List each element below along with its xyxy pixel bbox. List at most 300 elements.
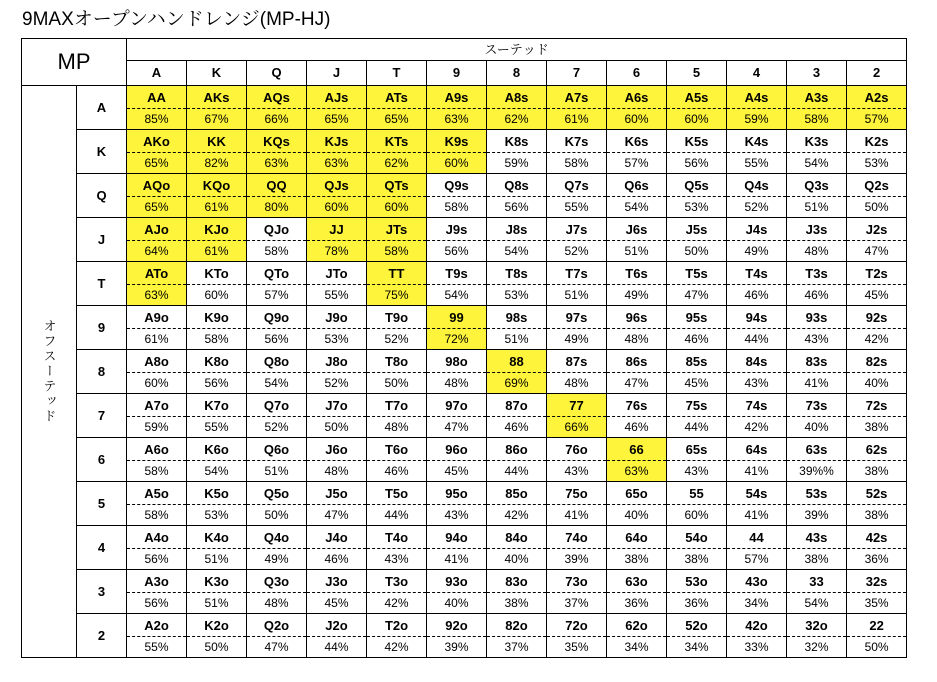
hand-label: K4s — [727, 131, 786, 153]
hand-cell — [787, 526, 847, 570]
hand-label: T3o — [367, 571, 426, 593]
equity-percentage: 34% — [684, 639, 709, 654]
equity-percentage: 65% — [144, 199, 169, 214]
equity-percentage: 50% — [864, 639, 889, 654]
hand-cell — [727, 526, 787, 570]
hand-cell — [787, 482, 847, 526]
hand-cell — [667, 570, 727, 614]
hand-cell — [667, 218, 727, 262]
hand-label: KQo — [187, 175, 246, 197]
equity-percentage: 48% — [324, 463, 349, 478]
hand-cell — [727, 218, 787, 262]
hand-label: 84o — [487, 527, 546, 549]
equity-percentage: 49% — [624, 287, 649, 302]
hand-cell — [307, 130, 367, 174]
hand-label: 53o — [667, 571, 726, 593]
equity-percentage: 38% — [624, 551, 649, 566]
hand-label: Q6s — [607, 175, 666, 197]
hand-label: 92s — [847, 307, 906, 329]
hand-cell — [487, 394, 547, 438]
equity-percentage: 56% — [504, 199, 529, 214]
hand-cell — [787, 174, 847, 218]
hand-label: K7s — [547, 131, 606, 153]
hand-label: A9s — [427, 87, 486, 109]
equity-percentage: 50% — [684, 243, 709, 258]
hand-label: J3o — [307, 571, 366, 593]
hand-label: QJs — [307, 175, 366, 197]
hand-cell — [247, 86, 307, 130]
hand-label: Q3o — [247, 571, 306, 593]
equity-percentage: 43% — [384, 551, 409, 566]
column-header-K: K — [187, 61, 247, 86]
equity-percentage: 53% — [504, 287, 529, 302]
equity-percentage: 56% — [264, 331, 289, 346]
suited-axis-label: スーテッド — [127, 39, 907, 61]
equity-percentage: 42% — [384, 595, 409, 610]
hand-label: JTs — [367, 219, 426, 241]
hand-cell — [847, 350, 907, 394]
column-header-J: J — [307, 61, 367, 86]
hand-cell — [607, 350, 667, 394]
hand-cell — [187, 614, 247, 658]
hand-cell — [607, 394, 667, 438]
hand-cell — [847, 262, 907, 306]
hand-label: 86o — [487, 439, 546, 461]
equity-percentage: 44% — [384, 507, 409, 522]
equity-percentage: 44% — [324, 639, 349, 654]
equity-percentage: 38% — [864, 507, 889, 522]
row-header-K: K — [77, 130, 127, 174]
hand-label: A2o — [127, 615, 186, 637]
row-header-Q: Q — [77, 174, 127, 218]
hand-label: 93o — [427, 571, 486, 593]
hand-label: ATo — [127, 263, 186, 285]
equity-percentage: 54% — [624, 199, 649, 214]
equity-percentage: 63% — [624, 463, 649, 478]
equity-percentage: 59% — [144, 419, 169, 434]
hand-label: 52s — [847, 483, 906, 505]
equity-percentage: 82% — [204, 155, 229, 170]
hand-label: 64o — [607, 527, 666, 549]
hand-label: 86s — [607, 351, 666, 373]
equity-percentage: 35% — [564, 639, 589, 654]
hand-label: 98s — [487, 307, 546, 329]
equity-percentage: 39%% — [799, 463, 834, 478]
equity-percentage: 60% — [384, 199, 409, 214]
equity-percentage: 65% — [384, 111, 409, 126]
hand-cell — [427, 526, 487, 570]
hand-cell — [427, 262, 487, 306]
column-header-5: 5 — [667, 61, 727, 86]
hand-label: A4s — [727, 87, 786, 109]
hand-label: 88 — [487, 351, 546, 373]
equity-percentage: 37% — [564, 595, 589, 610]
row-header-5: 5 — [77, 482, 127, 526]
table-row — [22, 570, 907, 614]
hand-cell — [367, 130, 427, 174]
equity-percentage: 40% — [444, 595, 469, 610]
equity-percentage: 46% — [504, 419, 529, 434]
hand-cell — [727, 306, 787, 350]
hand-label: K8s — [487, 131, 546, 153]
hand-label: A6s — [607, 87, 666, 109]
equity-percentage: 51% — [204, 551, 229, 566]
equity-percentage: 35% — [864, 595, 889, 610]
hand-label: 54s — [727, 483, 786, 505]
hand-label: KTs — [367, 131, 426, 153]
hand-cell — [427, 86, 487, 130]
hand-cell — [187, 262, 247, 306]
hand-cell — [787, 350, 847, 394]
hand-label: Q7o — [247, 395, 306, 417]
hand-label: K3o — [187, 571, 246, 593]
hand-cell — [187, 86, 247, 130]
row-header-4: 4 — [77, 526, 127, 570]
hand-label: QTo — [247, 263, 306, 285]
equity-percentage: 65% — [144, 155, 169, 170]
table-row — [22, 394, 907, 438]
hand-cell — [547, 306, 607, 350]
hand-cell — [127, 218, 187, 262]
hand-label: 73s — [787, 395, 846, 417]
equity-percentage: 57% — [264, 287, 289, 302]
hand-label: 82s — [847, 351, 906, 373]
equity-percentage: 42% — [504, 507, 529, 522]
row-header-6: 6 — [77, 438, 127, 482]
hand-cell — [727, 130, 787, 174]
equity-percentage: 38% — [684, 551, 709, 566]
equity-percentage: 58% — [564, 155, 589, 170]
equity-percentage: 39% — [804, 507, 829, 522]
equity-percentage: 51% — [804, 199, 829, 214]
hand-cell — [427, 130, 487, 174]
column-header-3: 3 — [787, 61, 847, 86]
hand-label: 94o — [427, 527, 486, 549]
hand-cell — [487, 306, 547, 350]
equity-percentage: 50% — [384, 375, 409, 390]
equity-percentage: 36% — [624, 595, 649, 610]
hand-label: 42s — [847, 527, 906, 549]
hand-label: J8s — [487, 219, 546, 241]
equity-percentage: 53% — [204, 507, 229, 522]
hand-cell — [847, 218, 907, 262]
range-grid — [21, 38, 907, 658]
equity-percentage: 33% — [744, 639, 769, 654]
hand-label: 96s — [607, 307, 666, 329]
hand-label: KQs — [247, 131, 306, 153]
equity-percentage: 50% — [264, 507, 289, 522]
hand-label: K5s — [667, 131, 726, 153]
equity-percentage: 36% — [864, 551, 889, 566]
column-header-7: 7 — [547, 61, 607, 86]
hand-cell — [427, 174, 487, 218]
equity-percentage: 48% — [804, 243, 829, 258]
column-header-4: 4 — [727, 61, 787, 86]
hand-cell — [487, 570, 547, 614]
row-header-J: J — [77, 218, 127, 262]
hand-cell — [847, 482, 907, 526]
hand-label: J9s — [427, 219, 486, 241]
hand-cell — [307, 482, 367, 526]
equity-percentage: 51% — [504, 331, 529, 346]
equity-percentage: 43% — [684, 463, 709, 478]
hand-label: KTo — [187, 263, 246, 285]
hand-label: 77 — [547, 395, 606, 417]
hand-cell — [487, 86, 547, 130]
hand-cell — [547, 482, 607, 526]
hand-label: T4s — [727, 263, 786, 285]
hand-label: A3s — [787, 87, 846, 109]
row-header-7: 7 — [77, 394, 127, 438]
hand-label: A3o — [127, 571, 186, 593]
hand-cell — [307, 614, 367, 658]
hand-cell — [367, 482, 427, 526]
table-row — [22, 174, 907, 218]
equity-percentage: 51% — [264, 463, 289, 478]
row-header-T: T — [77, 262, 127, 306]
hand-cell — [847, 306, 907, 350]
equity-percentage: 60% — [204, 287, 229, 302]
equity-percentage: 50% — [324, 419, 349, 434]
equity-percentage: 51% — [564, 287, 589, 302]
equity-percentage: 53% — [324, 331, 349, 346]
hand-cell — [187, 394, 247, 438]
column-header-T: T — [367, 61, 427, 86]
hand-label: 74s — [727, 395, 786, 417]
equity-percentage: 41% — [804, 375, 829, 390]
equity-percentage: 52% — [564, 243, 589, 258]
equity-percentage: 66% — [264, 111, 289, 126]
equity-percentage: 62% — [384, 155, 409, 170]
hand-cell — [127, 394, 187, 438]
hand-cell — [307, 218, 367, 262]
hand-cell — [607, 218, 667, 262]
hand-cell — [667, 174, 727, 218]
equity-percentage: 49% — [564, 331, 589, 346]
equity-percentage: 65% — [324, 111, 349, 126]
hand-label: 87s — [547, 351, 606, 373]
column-header-A: A — [127, 61, 187, 86]
offsuit-axis-label-cell — [22, 86, 77, 658]
hand-cell — [127, 86, 187, 130]
row-header-3: 3 — [77, 570, 127, 614]
hand-label: 62o — [607, 615, 666, 637]
equity-percentage: 49% — [264, 551, 289, 566]
hand-cell — [787, 262, 847, 306]
hand-label: Q9o — [247, 307, 306, 329]
hand-label: AQs — [247, 87, 306, 109]
hand-label: Q5o — [247, 483, 306, 505]
equity-percentage: 52% — [324, 375, 349, 390]
hand-label: 22 — [847, 615, 906, 637]
hand-label: T3s — [787, 263, 846, 285]
hand-cell — [247, 306, 307, 350]
hand-cell — [247, 174, 307, 218]
equity-percentage: 48% — [624, 331, 649, 346]
hand-cell — [127, 262, 187, 306]
equity-percentage: 45% — [684, 375, 709, 390]
equity-percentage: 63% — [444, 111, 469, 126]
equity-percentage: 45% — [864, 287, 889, 302]
hand-cell — [787, 86, 847, 130]
hand-cell — [547, 614, 607, 658]
equity-percentage: 46% — [384, 463, 409, 478]
column-header-Q: Q — [247, 61, 307, 86]
hand-label: QJo — [247, 219, 306, 241]
hand-label: 97o — [427, 395, 486, 417]
hand-label: K8o — [187, 351, 246, 373]
hand-cell — [667, 526, 727, 570]
hand-label: T9o — [367, 307, 426, 329]
hand-label: 83s — [787, 351, 846, 373]
hand-label: 76s — [607, 395, 666, 417]
equity-percentage: 48% — [564, 375, 589, 390]
table-row — [22, 482, 907, 526]
hand-cell — [427, 306, 487, 350]
hand-cell — [607, 262, 667, 306]
hand-cell — [367, 306, 427, 350]
hand-label: 43o — [727, 571, 786, 593]
equity-percentage: 58% — [144, 463, 169, 478]
equity-percentage: 47% — [444, 419, 469, 434]
hand-cell — [367, 438, 427, 482]
equity-percentage: 45% — [324, 595, 349, 610]
hand-label: 65o — [607, 483, 666, 505]
hand-label: AKo — [127, 131, 186, 153]
hand-label: K6s — [607, 131, 666, 153]
hand-cell — [187, 174, 247, 218]
hand-cell — [247, 262, 307, 306]
hand-label: 84s — [727, 351, 786, 373]
hand-label: 96o — [427, 439, 486, 461]
hand-label: AA — [127, 87, 186, 109]
equity-percentage: 54% — [204, 463, 229, 478]
hand-cell — [307, 174, 367, 218]
hand-cell — [607, 570, 667, 614]
hand-label: Q2o — [247, 615, 306, 637]
equity-percentage: 39% — [444, 639, 469, 654]
hand-cell — [487, 174, 547, 218]
equity-percentage: 45% — [444, 463, 469, 478]
hand-label: J3s — [787, 219, 846, 241]
equity-percentage: 46% — [324, 551, 349, 566]
equity-percentage: 38% — [864, 419, 889, 434]
hand-label: 54o — [667, 527, 726, 549]
equity-percentage: 47% — [624, 375, 649, 390]
hand-cell — [727, 570, 787, 614]
hand-label: KJs — [307, 131, 366, 153]
equity-percentage: 56% — [684, 155, 709, 170]
table-row — [22, 438, 907, 482]
hand-cell — [307, 438, 367, 482]
equity-percentage: 67% — [204, 111, 229, 126]
equity-percentage: 58% — [204, 331, 229, 346]
hand-label: A5o — [127, 483, 186, 505]
hand-cell — [547, 438, 607, 482]
equity-percentage: 61% — [204, 243, 229, 258]
equity-percentage: 60% — [684, 507, 709, 522]
hand-cell — [727, 350, 787, 394]
equity-percentage: 72% — [444, 331, 469, 346]
equity-percentage: 50% — [864, 199, 889, 214]
equity-percentage: 59% — [744, 111, 769, 126]
hand-cell — [847, 394, 907, 438]
equity-percentage: 50% — [204, 639, 229, 654]
hand-label: J2s — [847, 219, 906, 241]
equity-percentage: 51% — [204, 595, 229, 610]
hand-label: A7s — [547, 87, 606, 109]
hand-label: 98o — [427, 351, 486, 373]
hand-cell — [667, 262, 727, 306]
hand-label: JTo — [307, 263, 366, 285]
hand-label: Q7s — [547, 175, 606, 197]
hand-cell — [187, 526, 247, 570]
equity-percentage: 40% — [804, 419, 829, 434]
hand-label: A4o — [127, 527, 186, 549]
equity-percentage: 64% — [144, 243, 169, 258]
hand-label: A6o — [127, 439, 186, 461]
equity-percentage: 57% — [864, 111, 889, 126]
hand-label: TT — [367, 263, 426, 285]
hand-label: 64s — [727, 439, 786, 461]
hand-cell — [187, 350, 247, 394]
hand-label: A8o — [127, 351, 186, 373]
hand-cell — [487, 614, 547, 658]
hand-label: Q5s — [667, 175, 726, 197]
hand-cell — [427, 350, 487, 394]
hand-cell — [307, 526, 367, 570]
hand-cell — [427, 570, 487, 614]
hand-label: KK — [187, 131, 246, 153]
hand-label: 82o — [487, 615, 546, 637]
hand-cell — [667, 130, 727, 174]
hand-cell — [727, 86, 787, 130]
table-row — [22, 614, 907, 658]
hand-cell — [727, 438, 787, 482]
hand-cell — [427, 614, 487, 658]
hand-cell — [487, 262, 547, 306]
equity-percentage: 60% — [324, 199, 349, 214]
equity-percentage: 54% — [504, 243, 529, 258]
hand-cell — [487, 350, 547, 394]
hand-label: Q4s — [727, 175, 786, 197]
hand-label: J9o — [307, 307, 366, 329]
equity-percentage: 57% — [624, 155, 649, 170]
equity-percentage: 69% — [504, 375, 529, 390]
hand-cell — [547, 394, 607, 438]
hand-cell — [787, 218, 847, 262]
hand-label: T8s — [487, 263, 546, 285]
hand-cell — [787, 570, 847, 614]
equity-percentage: 43% — [444, 507, 469, 522]
hand-cell — [187, 438, 247, 482]
hand-label: AJo — [127, 219, 186, 241]
hand-cell — [187, 570, 247, 614]
equity-percentage: 40% — [504, 551, 529, 566]
hand-label: 33 — [787, 571, 846, 593]
hand-label: 76o — [547, 439, 606, 461]
hand-cell — [487, 526, 547, 570]
hand-cell — [727, 482, 787, 526]
hand-cell — [727, 262, 787, 306]
hand-cell — [847, 438, 907, 482]
hand-cell — [247, 482, 307, 526]
equity-percentage: 40% — [864, 375, 889, 390]
equity-percentage: 58% — [384, 243, 409, 258]
hand-cell — [247, 130, 307, 174]
equity-percentage: 57% — [744, 551, 769, 566]
equity-percentage: 60% — [684, 111, 709, 126]
